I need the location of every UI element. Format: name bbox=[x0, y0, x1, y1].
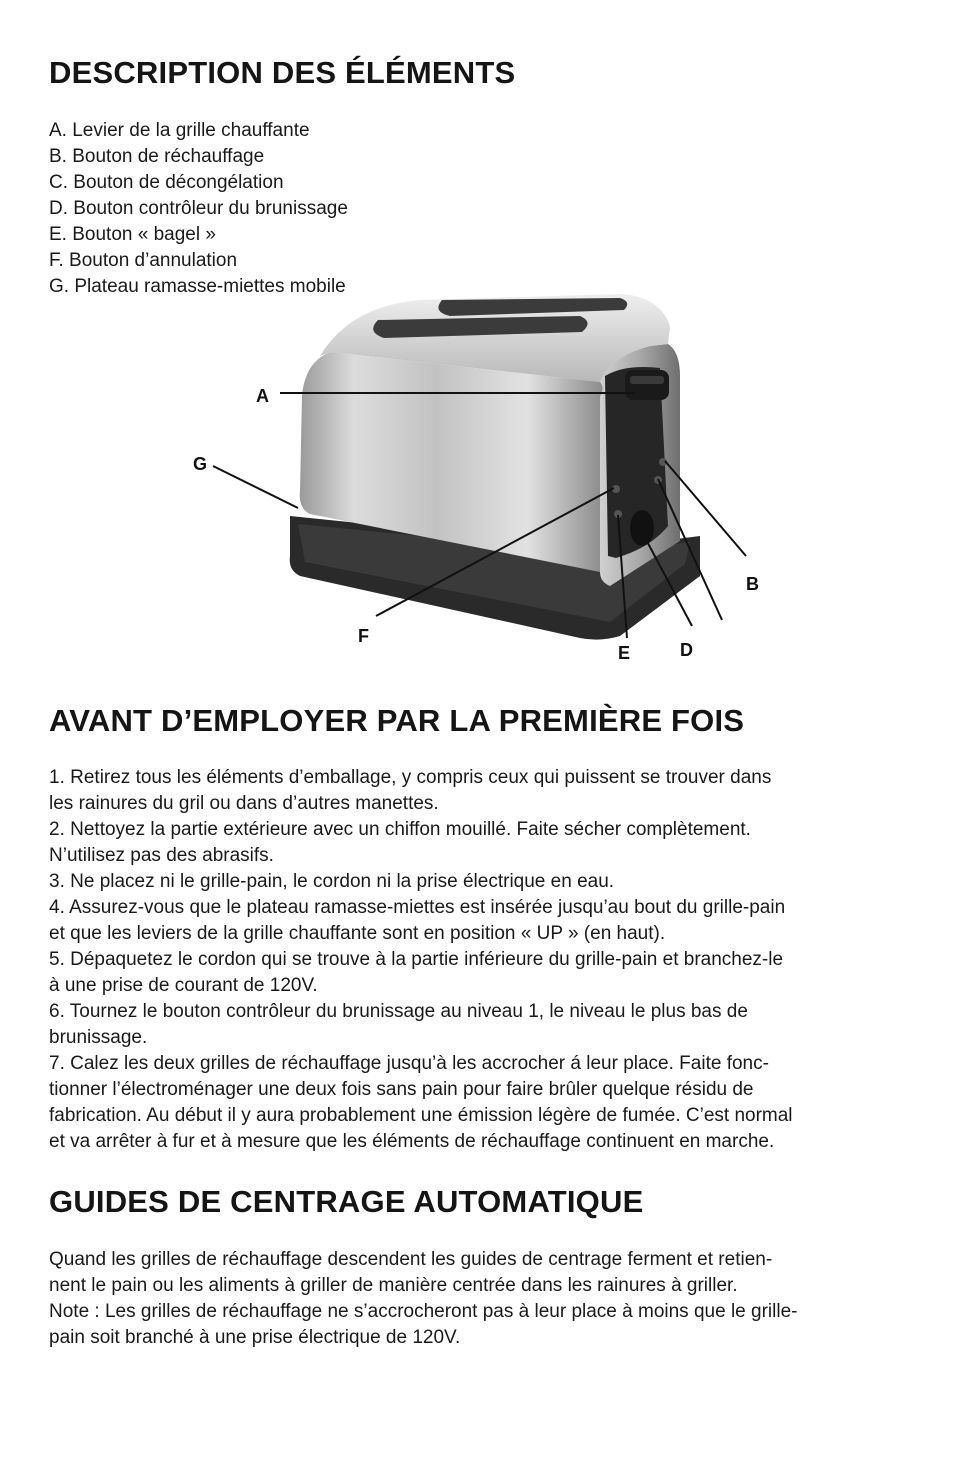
control-panel bbox=[605, 367, 669, 558]
section-title-centering: GUIDES DE CENTRAGE AUTOMATIQUE bbox=[49, 1184, 644, 1219]
paragraph-line: Quand les grilles de réchauffage descendent les guides de centrage ferment et retien- bbox=[49, 1249, 773, 1270]
paragraph-line: 6. Tournez le bouton contrôleur du brunissage au niveau 1, le niveau le plus bas de bbox=[49, 1001, 748, 1022]
list-item: E. Bouton « bagel » bbox=[49, 224, 216, 245]
paragraph-line: 5. Dépaquetez le cordon qui se trouve à la partie inférieure du grille-pain et branchez-le bbox=[49, 949, 784, 970]
paragraph-line: et que les leviers de la grille chauffante sont en position « UP » (en haut). bbox=[49, 923, 666, 944]
paragraph-line: 7. Calez les deux grilles de réchauffage jusqu’à les accrocher á leur place. Faite fonc- bbox=[49, 1053, 769, 1074]
list-item: F. Bouton d’annulation bbox=[49, 250, 238, 271]
first-use-instructions bbox=[49, 765, 909, 1155]
paragraph-line: N’utilisez pas des abrasifs. bbox=[49, 845, 274, 866]
paragraph-line: à une prise de courant de 120V. bbox=[49, 975, 318, 996]
paragraph-line: brunissage. bbox=[49, 1027, 148, 1048]
browning-dial-icon bbox=[630, 510, 654, 546]
section-title-description: DESCRIPTION DES ÉLÉMENTS bbox=[49, 55, 516, 90]
list-item: C. Bouton de décongélation bbox=[49, 172, 284, 193]
label-a: A bbox=[256, 386, 269, 406]
centering-guides-text bbox=[49, 1247, 909, 1351]
section-title-first-use: AVANT D’EMPLOYER PAR LA PREMIÈRE FOIS bbox=[49, 703, 745, 738]
list-item: B. Bouton de réchauffage bbox=[49, 146, 265, 167]
paragraph-line: 1. Retirez tous les éléments d’emballage, y compris ceux qui puissent se trouver dans bbox=[49, 767, 772, 788]
parts-list bbox=[49, 118, 348, 300]
paragraph-line: tionner l’électroménager une deux fois sans pain pour faire brûler quelque résidu de bbox=[49, 1079, 754, 1100]
paragraph-line: pain soit branché à une prise électrique de 120V. bbox=[49, 1327, 461, 1348]
paragraph-line: fabrication. Au début il y aura probablement une émission légère de fumée. C’est normal bbox=[49, 1105, 793, 1126]
label-f: F bbox=[358, 626, 369, 646]
paragraph-line: et va arrêter à fur et à mesure que les éléments de réchauffage continuent en marche. bbox=[49, 1131, 775, 1152]
label-g: G bbox=[193, 454, 208, 474]
list-item: G. Plateau ramasse-miettes mobile bbox=[49, 276, 346, 297]
paragraph-line: nent le pain ou les aliments à griller de manière centrée dans les rainures à griller. bbox=[49, 1275, 738, 1296]
list-item: D. Bouton contrôleur du brunissage bbox=[49, 198, 348, 219]
lever-icon bbox=[625, 370, 669, 400]
label-b: B bbox=[746, 574, 759, 594]
paragraph-line: les rainures du gril ou dans d’autres manettes. bbox=[49, 793, 439, 814]
paragraph-line: 4. Assurez-vous que le plateau ramasse-miettes est insérée jusqu’au bout du grille-pain bbox=[49, 897, 786, 918]
paragraph-line: 2. Nettoyez la partie extérieure avec un chiffon mouillé. Faite sécher complètement. bbox=[49, 819, 751, 840]
label-d: D bbox=[680, 640, 693, 660]
list-item: A. Levier de la grille chauffante bbox=[49, 120, 310, 141]
toaster-diagram bbox=[180, 286, 780, 666]
paragraph-line: 3. Ne placez ni le grille-pain, le cordon ni la prise électrique en eau. bbox=[49, 871, 615, 892]
paragraph-line: Note : Les grilles de réchauffage ne s’accrocheront pas à leur place à moins que le grille- bbox=[49, 1301, 798, 1322]
label-e: E bbox=[618, 643, 631, 663]
